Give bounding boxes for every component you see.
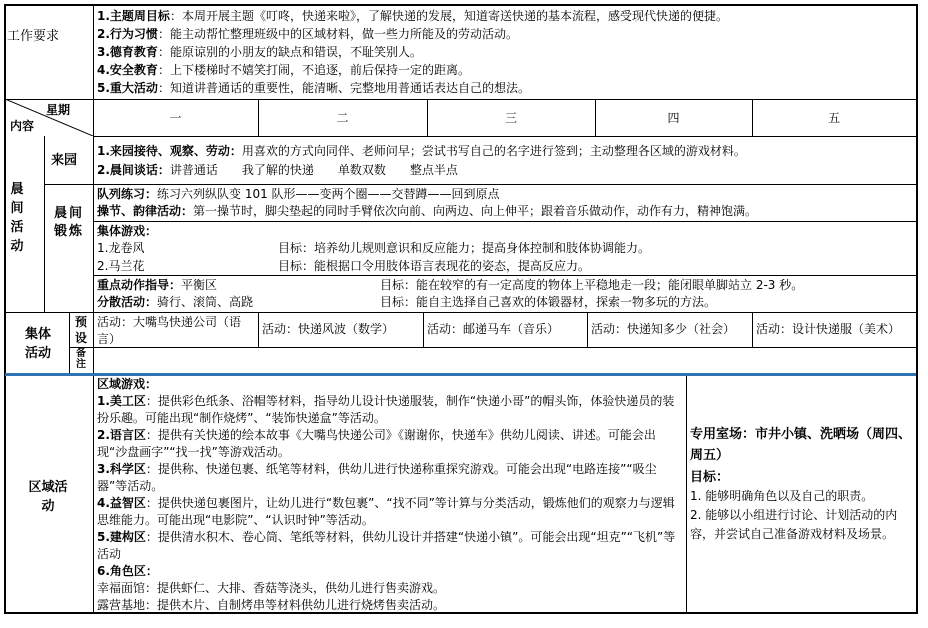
special-room-goal: 2. 能够以小组进行讨论、计划活动的内容，并尝试自己准备游戏材料及场景。	[690, 508, 898, 541]
rule	[5, 312, 916, 313]
rule	[423, 312, 424, 347]
key-guidance-goal: 目标：能在较窄的有一定高度的物体上平稳地走一段；能闭眼单脚站立 2-3 秒。	[380, 278, 804, 292]
content-label: 内容	[10, 119, 35, 133]
activity-thursday: 活动：快递知多少（社会）	[591, 322, 736, 336]
special-room-goal-label: 目标：	[690, 470, 730, 485]
rule	[5, 99, 916, 100]
special-room-title: 专用室场：市井小镇、洗晒场（周四、周五）	[690, 427, 912, 463]
rule	[752, 312, 753, 347]
rule	[93, 275, 916, 276]
activity-friday: 活动：设计快递服（美术）	[756, 322, 901, 336]
rule	[93, 376, 94, 614]
zone-item: 4.益智区：提供快递包裹图片，让幼儿进行“数包裹”、“找不同”等计算与分类活动，锻炼他们的观察力与逻辑思维能力。可能出现“电影院”、“认识时钟”等活动。	[97, 496, 675, 527]
rule	[93, 136, 916, 137]
key-guidance: 重点动作指导：平衡区	[97, 278, 218, 292]
game-goal: 目标：培养幼儿规则意识和反应能力；提高身体控制和肢体协调能力。	[278, 241, 651, 255]
requirement-item: 2.行为习惯：能主动帮忙整理班级中的区域材料，做一些力所能及的劳动活动。	[97, 27, 518, 41]
day-thursday: 四	[667, 111, 680, 125]
game-goal: 目标：能根据口令用肢体语言表现花的姿态，提高反应力。	[278, 259, 591, 273]
preset-label: 预设	[74, 315, 87, 345]
area-games	[97, 376, 682, 614]
game-name: 2.马兰花	[97, 259, 145, 273]
activity-tuesday: 活动：快递风波（数学）	[262, 322, 395, 336]
zone-item: 5.建构区：提供清水积木、卷心筒、笔纸等材料，供幼儿设计并搭建“快递小镇”。可能会出现“坦克”“飞机”等活动	[97, 530, 676, 561]
role-item: 露营基地：提供木片、自制烤串等材料供幼儿进行烧烤售卖活动。	[97, 598, 446, 612]
requirement-item: 1.主题周目标：本周开展主题《叮咚，快递来啦》，了解快递的发展，知道寄送快递的基本流程，感受现代快递的便捷。	[97, 9, 728, 23]
rule	[258, 312, 259, 347]
activity-wednesday: 活动：邮递马车（音乐）	[427, 322, 560, 336]
day-monday: 一	[169, 111, 182, 125]
requirements-label: 工作要求	[7, 29, 60, 44]
game-name: 1.龙卷风	[97, 241, 145, 255]
exercise-label: 晨间锻炼	[53, 206, 84, 239]
arrival-line: 2.晨间谈话：讲普通话 我了解的快递 单数双数 整点半点	[97, 163, 458, 177]
morning-activity-label: 晨间活动	[10, 182, 24, 254]
notes-label: 备注	[76, 348, 86, 370]
group-games-title: 集体游戏：	[97, 224, 158, 238]
role-item: 幸福面馆：提供虾仁、大排、香菇等浇头，供幼儿进行售卖游戏。	[97, 581, 446, 595]
day-wednesday: 三	[504, 111, 517, 125]
rule	[44, 184, 916, 185]
rule	[93, 5, 94, 312]
day-friday: 五	[827, 111, 840, 125]
arrival-line: 1.来园接待、观察、劳动：用喜欢的方式向同伴、老师问早；尝试书写自己的名字进行签到；主动整理各区域的游戏材料。	[97, 144, 746, 158]
special-room	[690, 424, 914, 544]
rule	[587, 312, 588, 347]
scattered-activity: 分散活动：骑行、滚筒、高跷	[97, 295, 254, 309]
rule	[686, 376, 687, 614]
queue-practice: 队列练习：练习六列纵队变 101 队形——变两个圈——交替蹲——回到原点	[97, 187, 500, 201]
rule	[44, 136, 45, 312]
rule	[69, 312, 70, 373]
day-tuesday: 二	[336, 111, 349, 125]
zone-item: 3.科学区：提供称、快递包裹、纸笔等材料，供幼儿进行快递称重探究游戏。可能会出现“电路连接”“吸尘器”等活动。	[97, 462, 657, 493]
rhythm-activity: 操节、韵律活动：第一操节时，脚尖垫起的同时手臂依次向前、向两边、向上伸平；跟着音乐做动作，动作有力，精神饱满。	[97, 204, 758, 218]
requirement-item: 4.安全教育：上下楼梯时不嬉笑打闹，不追逐，前后保持一定的距离。	[97, 63, 470, 77]
area-games-title: 区域游戏：	[97, 377, 158, 391]
special-room-goal: 1. 能够明确角色以及自己的职责。	[690, 489, 874, 503]
week-label: 星期	[46, 103, 71, 117]
zone-item: 2.语言区：提供有关快递的绘本故事《大嘴鸟快递公司》《谢谢你，快递车》供幼儿阅读、讲述。可能会出现“沙盘画字”“找一找”等游戏活动。	[97, 428, 656, 459]
arrival-label: 来园	[51, 153, 78, 168]
rule	[93, 221, 916, 222]
group-activity-label: 集体活动	[24, 327, 51, 361]
activity-monday: 活动：大嘴鸟快递公司（语言）	[97, 315, 242, 346]
zone-item: 1.美工区：提供彩色纸条、浴帽等材料，指导幼儿设计快递服装，制作“快递小哥”的帽头饰，体验快递员的装扮乐趣。可能出现“制作烧烤”、“装饰快递盒”等活动。	[97, 394, 675, 425]
area-activity-label: 区域活动	[28, 480, 68, 514]
rule	[93, 312, 94, 373]
scattered-goal: 目标：能自主选择自己喜欢的体锻器材，探索一物多玩的方法。	[380, 295, 717, 309]
requirement-item: 3.德育教育：能原谅别的小朋友的缺点和错误，不耻笑别人。	[97, 45, 422, 59]
role-zone-title: 6.角色区：	[97, 564, 158, 578]
requirement-item: 5.重大活动：知道讲普通话的重要性，能清晰、完整地用普通话表达自己的想法。	[97, 81, 530, 95]
